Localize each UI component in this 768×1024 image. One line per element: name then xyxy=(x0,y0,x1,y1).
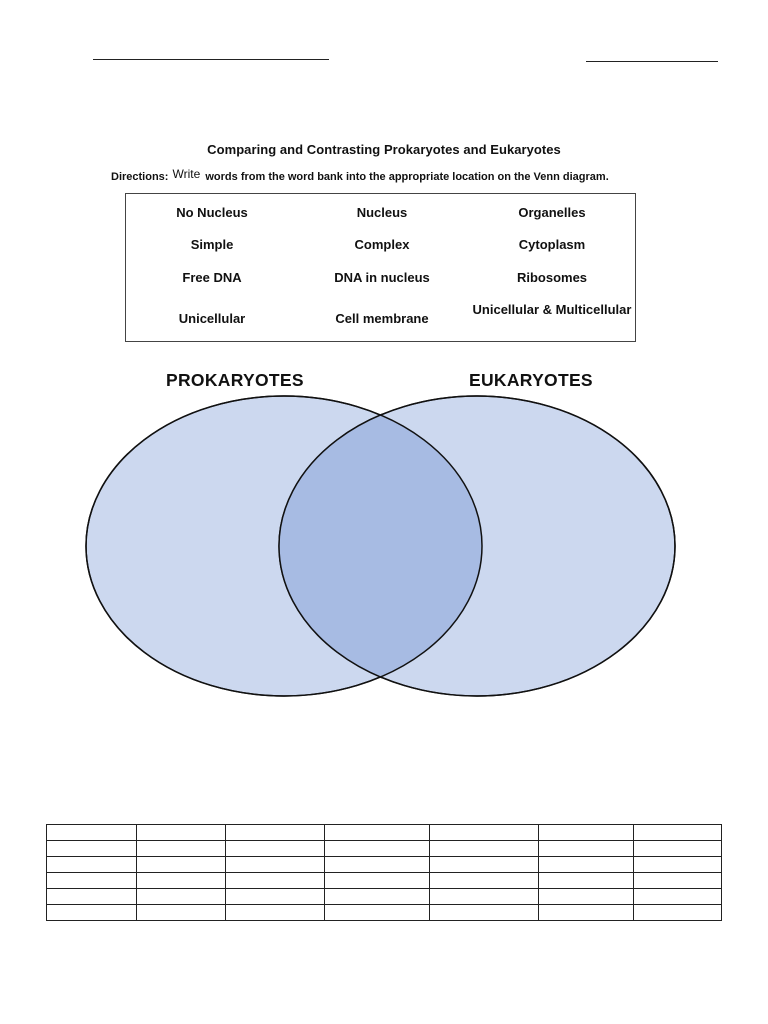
answer-grid-cell[interactable] xyxy=(226,825,325,841)
word-bank-item: Cytoplasm xyxy=(518,237,586,252)
answer-grid-cell[interactable] xyxy=(226,857,325,873)
prokaryotes-label: PROKARYOTES xyxy=(166,370,304,390)
word-bank-item: Unicellular xyxy=(178,311,246,326)
answer-grid-cell[interactable] xyxy=(226,889,325,905)
word-bank-item: Free DNA xyxy=(182,270,242,285)
answer-grid-cell[interactable] xyxy=(47,905,137,921)
answer-grid-cell[interactable] xyxy=(47,857,137,873)
eukaryotes-label: EUKARYOTES xyxy=(469,370,593,390)
answer-grid-cell[interactable] xyxy=(634,889,722,905)
word-bank-item: Ribosomes xyxy=(516,270,588,285)
answer-grid-cell[interactable] xyxy=(137,889,226,905)
answer-grid-row xyxy=(47,841,722,857)
answer-grid-cell[interactable] xyxy=(430,825,539,841)
answer-grid-cell[interactable] xyxy=(634,825,722,841)
answer-grid-cell[interactable] xyxy=(325,905,430,921)
answer-grid-cell[interactable] xyxy=(430,857,539,873)
word-bank-item: Simple xyxy=(190,237,234,252)
answer-grid-row xyxy=(47,825,722,841)
answer-grid-cell[interactable] xyxy=(47,841,137,857)
answer-grid-cell[interactable] xyxy=(47,889,137,905)
answer-grid-cell[interactable] xyxy=(325,873,430,889)
answer-grid-cell[interactable] xyxy=(325,841,430,857)
answer-grid-cell[interactable] xyxy=(137,905,226,921)
answer-grid-cell[interactable] xyxy=(539,873,634,889)
answer-grid-cell[interactable] xyxy=(634,841,722,857)
answer-grid-cell[interactable] xyxy=(325,857,430,873)
answer-grid-cell[interactable] xyxy=(137,873,226,889)
word-bank-item: Unicellular & Multicellular xyxy=(472,302,632,317)
word-bank-item: No Nucleus xyxy=(176,205,248,220)
worksheet-title: Comparing and Contrasting Prokaryotes and Eukaryotes xyxy=(207,142,561,157)
word-bank-item: Cell membrane xyxy=(335,311,429,326)
directions-label: Directions: xyxy=(111,171,169,183)
answer-grid-cell[interactable] xyxy=(325,889,430,905)
answer-grid-cell[interactable] xyxy=(47,873,137,889)
answer-grid-cell[interactable] xyxy=(226,841,325,857)
answer-grid-cell[interactable] xyxy=(539,857,634,873)
answer-grid-cell[interactable] xyxy=(430,889,539,905)
answer-grid-cell[interactable] xyxy=(430,905,539,921)
answer-grid-cell[interactable] xyxy=(226,873,325,889)
word-bank-item: Organelles xyxy=(518,205,586,220)
answer-grid-cell[interactable] xyxy=(539,825,634,841)
answer-grid-cell[interactable] xyxy=(634,873,722,889)
answer-grid xyxy=(46,824,722,921)
word-bank-item: Nucleus xyxy=(356,205,408,220)
answer-grid-cell[interactable] xyxy=(325,825,430,841)
answer-grid-cell[interactable] xyxy=(539,841,634,857)
answer-grid-cell[interactable] xyxy=(539,905,634,921)
directions-text: words from the word bank into the appropriate location on the Venn diagram. xyxy=(205,171,609,183)
answer-grid-cell[interactable] xyxy=(47,825,137,841)
word-bank-item: Complex xyxy=(354,237,410,252)
answer-grid-cell[interactable] xyxy=(137,825,226,841)
answer-grid-row xyxy=(47,857,722,873)
answer-grid-row xyxy=(47,889,722,905)
directions-overlay-text: Write xyxy=(172,167,201,181)
answer-grid-cell[interactable] xyxy=(634,857,722,873)
answer-grid-cell[interactable] xyxy=(430,873,539,889)
answer-grid-cell[interactable] xyxy=(137,857,226,873)
answer-grid-cell[interactable] xyxy=(226,905,325,921)
answer-grid-cell[interactable] xyxy=(539,889,634,905)
answer-grid-cell[interactable] xyxy=(634,905,722,921)
word-bank-item: DNA in nucleus xyxy=(334,270,430,285)
answer-grid-cell[interactable] xyxy=(430,841,539,857)
answer-grid-row xyxy=(47,905,722,921)
answer-grid-row xyxy=(47,873,722,889)
answer-grid-cell[interactable] xyxy=(137,841,226,857)
